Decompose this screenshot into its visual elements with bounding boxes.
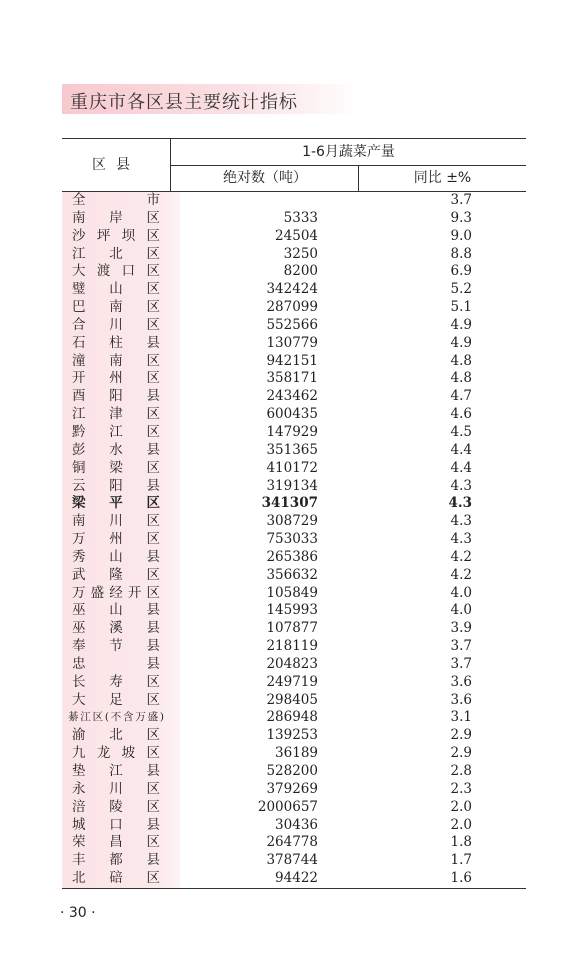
absolute-value: 753033 — [266, 531, 318, 548]
yoy-value: 4.2 — [450, 566, 472, 583]
district-name: 彭水县 — [72, 441, 160, 458]
yoy-value: 3.6 — [450, 673, 472, 690]
table-row — [62, 585, 526, 603]
district-name: 巫山县 — [72, 602, 160, 619]
district-name-cell — [62, 478, 180, 496]
table-row — [62, 281, 526, 299]
table-row — [62, 299, 526, 317]
absolute-value: 356632 — [266, 566, 318, 583]
district-name: 丰都县 — [72, 852, 160, 869]
yoy-value: 4.5 — [450, 423, 472, 440]
yoy-value: 3.6 — [450, 691, 472, 708]
table-row — [62, 817, 526, 835]
absolute-value: 105849 — [266, 584, 318, 601]
yoy-value: 9.3 — [450, 209, 472, 226]
yoy-value: 4.8 — [450, 352, 472, 369]
table-row — [62, 370, 526, 388]
district-name-cell — [62, 460, 180, 478]
district-name-cell — [62, 709, 180, 727]
district-name: 綦江区(不含万盛) — [68, 711, 164, 724]
yoy-value: 1.6 — [450, 870, 472, 887]
district-name-cell — [62, 388, 180, 406]
absolute-value: 308729 — [266, 513, 318, 530]
absolute-value: 379269 — [266, 780, 318, 797]
yoy-value: 4.9 — [450, 334, 472, 351]
district-name-cell — [62, 638, 180, 656]
district-name: 秀山县 — [72, 548, 160, 565]
absolute-value: 145993 — [266, 602, 318, 619]
absolute-value: 243462 — [266, 388, 318, 405]
yoy-value: 3.7 — [450, 638, 472, 655]
absolute-value: 358171 — [266, 370, 318, 387]
district-name-cell — [62, 495, 180, 513]
district-name-cell — [62, 674, 180, 692]
yoy-value: 2.0 — [450, 798, 472, 815]
table-row — [62, 674, 526, 692]
absolute-value: 36189 — [275, 745, 318, 762]
district-name: 永川区 — [72, 780, 160, 797]
district-name: 长寿区 — [72, 673, 160, 690]
table-row — [62, 709, 526, 727]
yoy-value: 3.9 — [450, 620, 472, 637]
yoy-value: 1.8 — [450, 834, 472, 851]
yoy-value: 2.0 — [450, 816, 472, 833]
district-name: 梁平区 — [72, 495, 160, 512]
table-row — [62, 602, 526, 620]
table-row — [62, 192, 526, 210]
absolute-value: 342424 — [266, 281, 318, 298]
district-name-cell — [62, 692, 180, 710]
table-row — [62, 495, 526, 513]
table-row — [62, 406, 526, 424]
table-row — [62, 388, 526, 406]
district-name: 黔江区 — [72, 423, 160, 440]
district-name: 璧山区 — [72, 281, 160, 298]
district-name-cell — [62, 531, 180, 549]
table-row — [62, 727, 526, 745]
district-name: 云阳县 — [72, 477, 160, 494]
absolute-value: 600435 — [266, 406, 318, 423]
table-row — [62, 424, 526, 442]
district-name: 武隆区 — [72, 566, 160, 583]
table-row — [62, 781, 526, 799]
district-name: 北碚区 — [72, 870, 160, 887]
absolute-value: 8200 — [283, 263, 318, 280]
table-row — [62, 263, 526, 281]
district-name: 万盛经开区 — [72, 584, 160, 601]
district-name-cell — [62, 602, 180, 620]
table-row — [62, 638, 526, 656]
district-name-cell — [62, 763, 180, 781]
table-row — [62, 852, 526, 870]
yoy-value: 2.9 — [450, 727, 472, 744]
district-name-cell — [62, 799, 180, 817]
yoy-value: 4.3 — [450, 477, 472, 494]
district-name-cell — [62, 281, 180, 299]
header-vegetable-output: 1-6月蔬菜产量 — [170, 139, 526, 166]
table-row — [62, 692, 526, 710]
yoy-value: 4.6 — [450, 406, 472, 423]
absolute-value: 249719 — [266, 673, 318, 690]
district-name: 垫江县 — [72, 763, 160, 779]
absolute-value: 5333 — [283, 209, 318, 226]
district-name: 江北区 — [72, 245, 160, 262]
district-name: 沙坪坝区 — [72, 227, 160, 244]
yoy-value: 4.4 — [450, 441, 472, 458]
district-name: 石柱县 — [72, 334, 160, 351]
yoy-value: 4.0 — [450, 584, 472, 601]
yoy-value: 4.3 — [448, 495, 472, 512]
absolute-value: 528200 — [266, 763, 318, 779]
district-name-cell — [62, 585, 180, 603]
header-yoy: 同比 ±% — [358, 165, 526, 191]
absolute-value: 287099 — [266, 299, 318, 316]
table-row — [62, 531, 526, 549]
district-name-cell — [62, 317, 180, 335]
district-name: 全市 — [72, 192, 160, 208]
district-name: 涪陵区 — [72, 798, 160, 815]
district-name-cell — [62, 299, 180, 317]
absolute-value: 351365 — [266, 441, 318, 458]
district-name: 忠县 — [72, 655, 160, 672]
district-name-cell — [62, 353, 180, 371]
district-name-cell — [62, 656, 180, 674]
table-row — [62, 478, 526, 496]
table-row — [62, 745, 526, 763]
district-name-cell — [62, 870, 180, 888]
district-name-cell — [62, 192, 180, 210]
header-district: 区县 — [92, 157, 140, 173]
district-name: 巫溪县 — [72, 620, 160, 637]
yoy-value: 5.2 — [450, 281, 472, 298]
table-body — [62, 192, 526, 889]
absolute-value: 94422 — [275, 870, 318, 887]
district-name: 九龙坡区 — [72, 745, 160, 762]
district-name-cell — [62, 228, 180, 246]
statistics-table — [62, 138, 526, 889]
absolute-value: 130779 — [266, 334, 318, 351]
table-row — [62, 799, 526, 817]
absolute-value: 107877 — [266, 620, 318, 637]
district-name: 巴南区 — [72, 299, 160, 316]
yoy-value: 4.3 — [450, 513, 472, 530]
district-name-cell — [62, 852, 180, 870]
table-row — [62, 246, 526, 264]
yoy-value: 1.7 — [450, 852, 472, 869]
table-row — [62, 513, 526, 531]
yoy-value: 4.9 — [450, 316, 472, 333]
district-name-cell — [62, 263, 180, 281]
absolute-value: 24504 — [275, 227, 318, 244]
table-row — [62, 442, 526, 460]
absolute-value: 147929 — [266, 423, 318, 440]
district-name-cell — [62, 567, 180, 585]
absolute-value: 218119 — [266, 638, 318, 655]
district-name: 南岸区 — [72, 209, 160, 226]
yoy-value: 8.8 — [450, 245, 472, 262]
absolute-value: 341307 — [261, 495, 318, 512]
yoy-value: 3.1 — [450, 709, 472, 726]
absolute-value: 286948 — [266, 709, 318, 726]
district-name: 合川区 — [72, 316, 160, 333]
table-row — [62, 460, 526, 478]
absolute-value: 3250 — [283, 245, 318, 262]
absolute-value: 204823 — [266, 655, 318, 672]
district-name: 渝北区 — [72, 727, 160, 744]
district-name: 南川区 — [72, 513, 160, 530]
yoy-value: 4.0 — [450, 602, 472, 619]
header-absolute: 绝对数（吨） — [170, 165, 359, 191]
district-name-cell — [62, 727, 180, 745]
district-name: 江津区 — [72, 406, 160, 423]
district-name-cell — [62, 442, 180, 460]
district-name-cell — [62, 817, 180, 835]
table-row — [62, 210, 526, 228]
table-row — [62, 353, 526, 371]
yoy-value: 3.7 — [450, 192, 472, 208]
yoy-value: 2.9 — [450, 745, 472, 762]
yoy-value: 2.3 — [450, 780, 472, 797]
absolute-value: 264778 — [266, 834, 318, 851]
district-name-cell — [62, 745, 180, 763]
table-row — [62, 870, 526, 888]
page-number: · 30 · — [60, 905, 96, 921]
absolute-value: 942151 — [266, 352, 318, 369]
absolute-value: 2000657 — [257, 798, 318, 815]
yoy-value: 5.1 — [450, 299, 472, 316]
yoy-value: 2.8 — [450, 763, 472, 779]
district-name-cell — [62, 781, 180, 799]
absolute-value: 30436 — [275, 816, 318, 833]
district-name: 奉节县 — [72, 638, 160, 655]
district-name: 铜梁区 — [72, 459, 160, 476]
table-row — [62, 834, 526, 852]
district-name-cell — [62, 424, 180, 442]
yoy-value: 4.3 — [450, 531, 472, 548]
absolute-value: 319134 — [266, 477, 318, 494]
district-name-cell — [62, 406, 180, 424]
district-name: 荣昌区 — [72, 834, 160, 851]
yoy-value: 4.8 — [450, 370, 472, 387]
district-name-cell — [62, 246, 180, 264]
table-row — [62, 620, 526, 638]
district-name-cell — [62, 620, 180, 638]
district-name: 开州区 — [72, 370, 160, 387]
district-name-cell — [62, 549, 180, 567]
absolute-value: 298405 — [266, 691, 318, 708]
district-name-cell — [62, 335, 180, 353]
table-header — [62, 138, 526, 192]
table-row — [62, 656, 526, 674]
district-name: 潼南区 — [72, 352, 160, 369]
table-row — [62, 549, 526, 567]
district-name-cell — [62, 834, 180, 852]
district-name-cell — [62, 210, 180, 228]
absolute-value: 139253 — [266, 727, 318, 744]
district-name: 万州区 — [72, 531, 160, 548]
yoy-value: 4.2 — [450, 548, 472, 565]
yoy-value: 4.7 — [450, 388, 472, 405]
district-name: 大渡口区 — [72, 263, 160, 280]
absolute-value: 378744 — [266, 852, 318, 869]
district-name-cell — [62, 370, 180, 388]
page-title: 重庆市各区县主要统计指标 — [70, 92, 298, 113]
yoy-value: 9.0 — [450, 227, 472, 244]
table-row — [62, 317, 526, 335]
yoy-value: 4.4 — [450, 459, 472, 476]
yoy-value: 3.7 — [450, 655, 472, 672]
yoy-value: 6.9 — [450, 263, 472, 280]
table-row — [62, 763, 526, 781]
absolute-value: 265386 — [266, 548, 318, 565]
district-name-cell — [62, 513, 180, 531]
table-row — [62, 228, 526, 246]
district-name: 酉阳县 — [72, 388, 160, 405]
district-name: 大足区 — [72, 691, 160, 708]
absolute-value: 552566 — [266, 316, 318, 333]
absolute-value: 410172 — [266, 459, 318, 476]
table-row — [62, 567, 526, 585]
table-row — [62, 335, 526, 353]
district-name: 城口县 — [72, 816, 160, 833]
